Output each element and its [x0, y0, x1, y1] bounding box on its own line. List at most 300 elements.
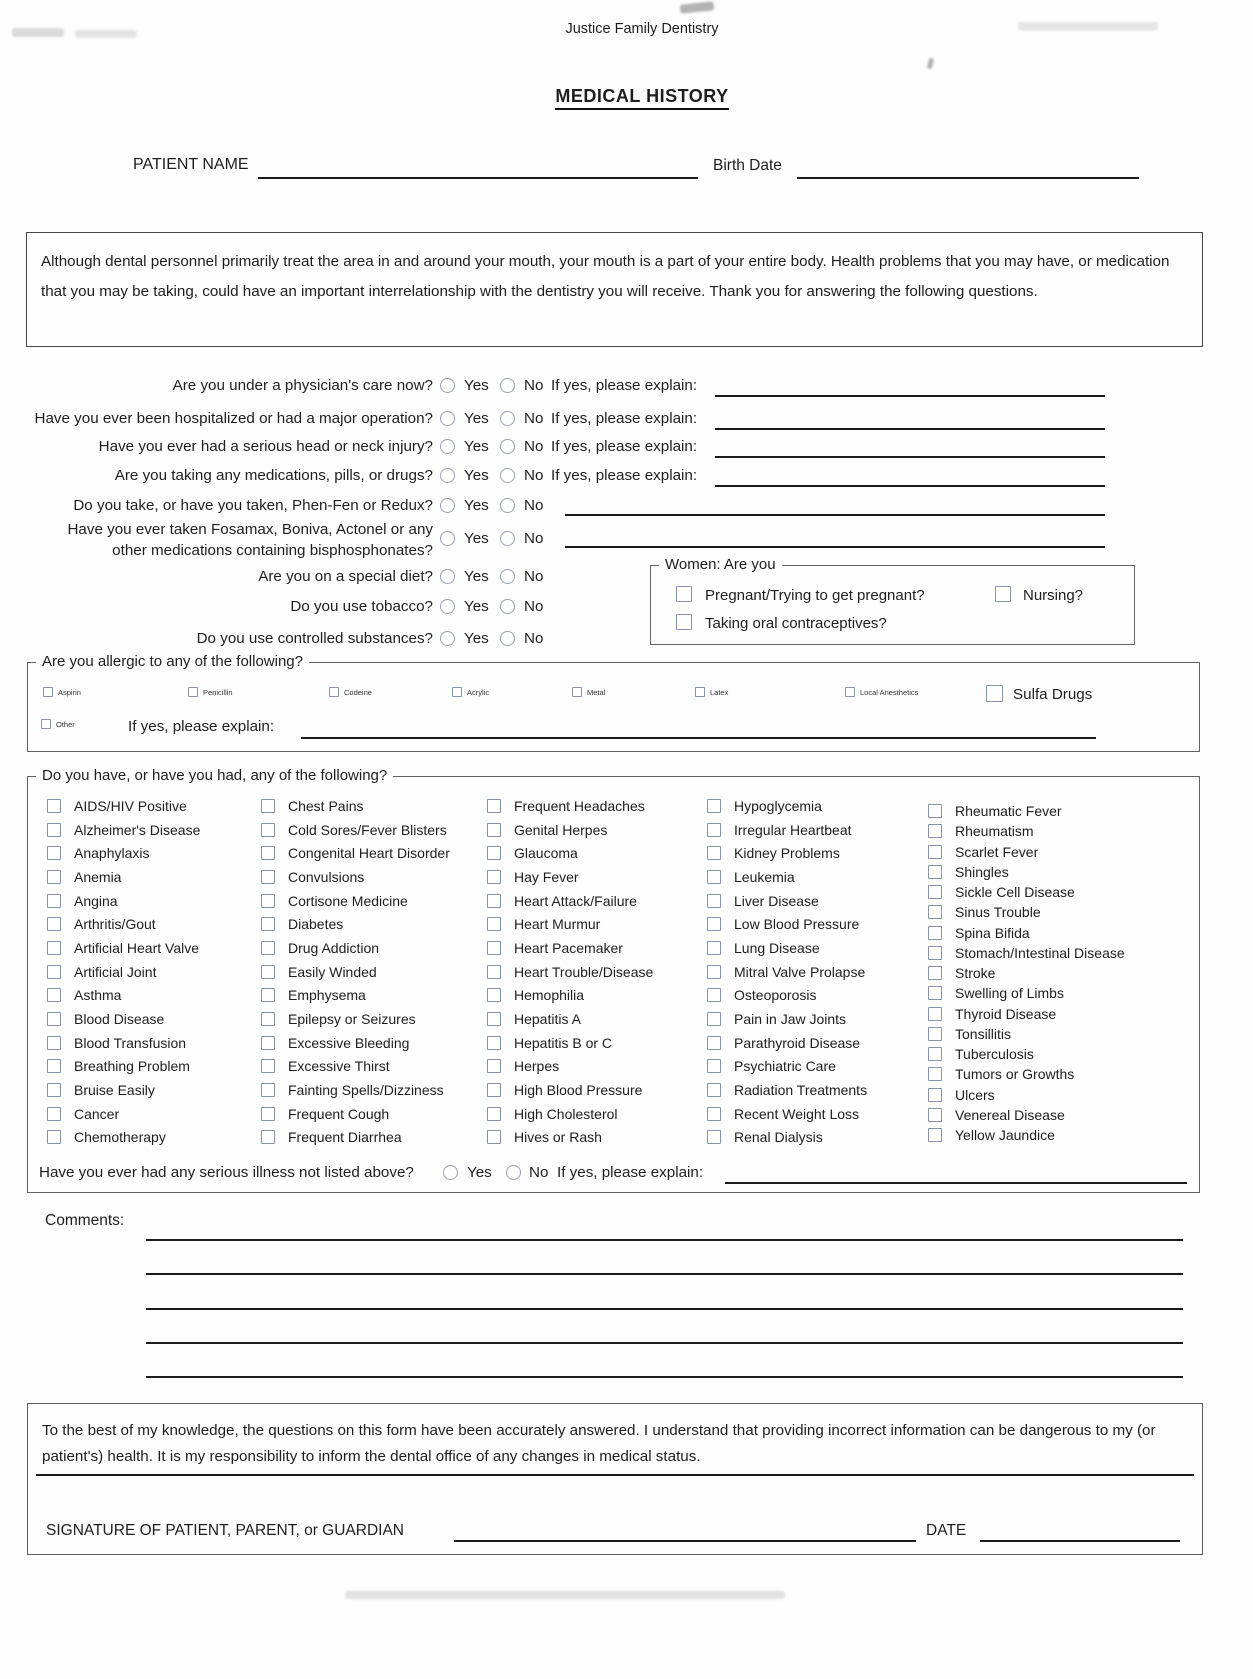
- condition-checkbox[interactable]: [707, 941, 721, 955]
- condition-item[interactable]: [928, 1105, 1125, 1125]
- condition-label: Anemia: [74, 868, 122, 885]
- condition-label: Thyroid Disease: [955, 1005, 1057, 1022]
- condition-label: Heart Pacemaker: [514, 939, 623, 956]
- condition-checkbox[interactable]: [707, 965, 721, 979]
- clinic-name: Justice Family Dentistry: [565, 21, 719, 37]
- scan-artifact: [345, 1591, 785, 1599]
- condition-checkbox[interactable]: [928, 946, 942, 960]
- condition-label: Rheumatic Fever: [955, 803, 1062, 820]
- condition-label: Sinus Trouble: [955, 904, 1041, 921]
- condition-checkbox[interactable]: [928, 865, 942, 879]
- condition-label: Renal Dialysis: [734, 1129, 823, 1146]
- question-text: Do you use tobacco?: [290, 598, 433, 615]
- condition-checkbox[interactable]: [261, 846, 275, 860]
- no-radio[interactable]: [500, 599, 515, 614]
- condition-checkbox[interactable]: [261, 823, 275, 837]
- no-radio[interactable]: [500, 531, 515, 546]
- condition-label: Scarlet Fever: [955, 843, 1039, 860]
- yes-radio[interactable]: [440, 531, 455, 546]
- condition-label: Hay Fever: [514, 868, 579, 885]
- condition-item[interactable]: [707, 818, 867, 842]
- condition-item[interactable]: [487, 1102, 653, 1126]
- condition-checkbox[interactable]: [928, 1108, 942, 1122]
- condition-checkbox[interactable]: [487, 799, 501, 813]
- explain-line[interactable]: [715, 485, 1105, 487]
- explain-line[interactable]: [565, 514, 1105, 516]
- yes-radio[interactable]: [443, 1165, 458, 1180]
- allergy-checkbox[interactable]: [572, 687, 582, 697]
- condition-item[interactable]: [47, 794, 200, 818]
- comments-line[interactable]: [146, 1273, 1183, 1275]
- condition-item[interactable]: [928, 963, 1125, 983]
- condition-checkbox[interactable]: [47, 799, 61, 813]
- signature-label: SIGNATURE OF PATIENT, PARENT, or GUARDIAN: [46, 1522, 404, 1539]
- no-radio[interactable]: [506, 1165, 521, 1180]
- condition-item[interactable]: [487, 1031, 653, 1055]
- condition-item[interactable]: [261, 1078, 450, 1102]
- condition-item[interactable]: [707, 960, 867, 984]
- contraceptives-checkbox[interactable]: [676, 614, 692, 630]
- condition-item[interactable]: [487, 865, 653, 889]
- nursing-checkbox[interactable]: [995, 586, 1011, 602]
- condition-checkbox[interactable]: [47, 941, 61, 955]
- condition-label: Chest Pains: [288, 797, 364, 814]
- condition-item[interactable]: [47, 841, 200, 865]
- allergy-option: [43, 687, 188, 697]
- condition-item[interactable]: [261, 1055, 450, 1079]
- yes-radio[interactable]: [440, 599, 455, 614]
- comments-line[interactable]: [146, 1308, 1183, 1310]
- condition-item[interactable]: [487, 1078, 653, 1102]
- condition-item[interactable]: [707, 1126, 867, 1150]
- condition-item[interactable]: [261, 960, 450, 984]
- condition-checkbox[interactable]: [487, 1012, 501, 1026]
- condition-label: Cold Sores/Fever Blisters: [288, 821, 447, 838]
- condition-label: Hypoglycemia: [734, 797, 822, 814]
- allergy-label: Latex: [710, 687, 729, 697]
- yes-label: Yes: [464, 630, 489, 647]
- condition-item[interactable]: [928, 1044, 1125, 1064]
- no-label: No: [524, 598, 544, 615]
- condition-item[interactable]: [261, 794, 450, 818]
- condition-item[interactable]: [707, 984, 867, 1008]
- condition-checkbox[interactable]: [261, 941, 275, 955]
- condition-checkbox[interactable]: [487, 941, 501, 955]
- condition-label: Tuberculosis: [955, 1046, 1034, 1063]
- condition-item[interactable]: [261, 1031, 450, 1055]
- conditions-section: [27, 767, 1200, 1193]
- yes-radio[interactable]: [440, 498, 455, 513]
- comments-line[interactable]: [146, 1239, 1183, 1241]
- condition-item[interactable]: [47, 984, 200, 1008]
- consent-text: To the best of my knowledge, the questions on this form have been accurately answered. I understand that providing incorrect information can be dangerous to my (or patient's) health. It is my responsibility to inform the dental office of any changes in medical status.: [42, 1422, 1156, 1465]
- condition-item[interactable]: [928, 983, 1125, 1003]
- question-text: Are you under a physician's care now?: [172, 377, 433, 394]
- condition-label: Genital Herpes: [514, 821, 608, 838]
- condition-item[interactable]: [928, 1125, 1125, 1145]
- condition-checkbox[interactable]: [261, 1012, 275, 1026]
- condition-item[interactable]: [487, 841, 653, 865]
- condition-checkbox[interactable]: [47, 1083, 61, 1097]
- allergy-option: [695, 687, 845, 697]
- conditions-column-1: [47, 794, 200, 1149]
- comments-line[interactable]: [146, 1342, 1183, 1344]
- allergy-option: [452, 687, 572, 697]
- allergy-checkbox[interactable]: [845, 687, 855, 697]
- no-radio[interactable]: [500, 378, 515, 393]
- sulfa-drugs-checkbox[interactable]: [986, 685, 1003, 702]
- condition-checkbox[interactable]: [487, 1059, 501, 1073]
- condition-checkbox[interactable]: [707, 1059, 721, 1073]
- condition-item[interactable]: [707, 841, 867, 865]
- allergy-label: Metal: [587, 687, 606, 697]
- patient-name-line[interactable]: [258, 177, 698, 179]
- condition-item[interactable]: [261, 912, 450, 936]
- conditions-column-3: [487, 794, 653, 1149]
- condition-label: Hemophilia: [514, 987, 585, 1004]
- condition-item[interactable]: [261, 841, 450, 865]
- condition-checkbox[interactable]: [487, 1107, 501, 1121]
- signature-row: [46, 1522, 1186, 1544]
- condition-item[interactable]: [707, 865, 867, 889]
- condition-checkbox[interactable]: [47, 1059, 61, 1073]
- condition-checkbox[interactable]: [928, 986, 942, 1000]
- allergy-option: [572, 687, 695, 697]
- condition-label: Excessive Bleeding: [288, 1034, 410, 1051]
- condition-label: High Cholesterol: [514, 1105, 618, 1122]
- nursing-label: Nursing?: [1023, 587, 1084, 604]
- condition-item[interactable]: [47, 1007, 200, 1031]
- condition-checkbox[interactable]: [261, 1130, 275, 1144]
- contraceptives-label: Taking oral contraceptives?: [705, 615, 887, 632]
- condition-checkbox[interactable]: [928, 804, 942, 818]
- allergy-explain-line[interactable]: [301, 737, 1096, 739]
- condition-item[interactable]: [928, 1064, 1125, 1084]
- no-label: No: [524, 410, 544, 427]
- condition-item[interactable]: [928, 943, 1125, 963]
- explain-label: If yes, please explain:: [551, 377, 698, 394]
- condition-checkbox[interactable]: [487, 894, 501, 908]
- condition-checkbox[interactable]: [928, 1067, 942, 1081]
- condition-label: Arthritis/Gout: [74, 916, 156, 933]
- explain-line[interactable]: [715, 395, 1105, 397]
- no-radio[interactable]: [500, 631, 515, 646]
- allergy-checkbox[interactable]: [329, 687, 339, 697]
- allergy-label: Aspirin: [58, 687, 81, 697]
- condition-item[interactable]: [707, 794, 867, 818]
- conditions-column-4: [707, 794, 867, 1149]
- allergy-checkbox[interactable]: [188, 687, 198, 697]
- condition-checkbox[interactable]: [261, 1083, 275, 1097]
- condition-item[interactable]: [261, 865, 450, 889]
- question-row-medications: [0, 466, 1253, 488]
- allergy-option: [845, 687, 918, 697]
- condition-item[interactable]: [928, 842, 1125, 862]
- condition-checkbox[interactable]: [47, 1012, 61, 1026]
- no-label: No: [524, 568, 544, 585]
- condition-label: Radiation Treatments: [734, 1082, 868, 1099]
- condition-item[interactable]: [928, 923, 1125, 943]
- no-radio[interactable]: [500, 498, 515, 513]
- condition-label: Liver Disease: [734, 892, 819, 909]
- condition-item[interactable]: [928, 862, 1125, 882]
- condition-checkbox[interactable]: [928, 1007, 942, 1021]
- condition-checkbox[interactable]: [928, 1027, 942, 1041]
- allergy-checkbox[interactable]: [452, 687, 462, 697]
- allergy-label: Acrylic: [467, 687, 490, 697]
- condition-checkbox[interactable]: [261, 965, 275, 979]
- explain-line[interactable]: [715, 428, 1105, 430]
- condition-item[interactable]: [261, 1007, 450, 1031]
- condition-label: Frequent Cough: [288, 1105, 390, 1122]
- condition-checkbox[interactable]: [928, 1047, 942, 1061]
- condition-item[interactable]: [928, 1024, 1125, 1044]
- birthdate-line[interactable]: [797, 177, 1139, 179]
- condition-item[interactable]: [47, 818, 200, 842]
- explain-line[interactable]: [565, 546, 1105, 548]
- condition-item[interactable]: [487, 818, 653, 842]
- condition-checkbox[interactable]: [928, 905, 942, 919]
- condition-label: Stroke: [955, 965, 996, 982]
- explain-label: If yes, please explain:: [551, 467, 698, 484]
- yes-label: Yes: [464, 497, 489, 514]
- condition-checkbox[interactable]: [487, 846, 501, 860]
- condition-label: Hepatitis A: [514, 1011, 581, 1028]
- condition-item[interactable]: [928, 801, 1125, 821]
- condition-label: Irregular Heartbeat: [734, 821, 852, 838]
- condition-checkbox[interactable]: [707, 1083, 721, 1097]
- condition-item[interactable]: [261, 1126, 450, 1150]
- condition-item[interactable]: [487, 1126, 653, 1150]
- condition-checkbox[interactable]: [261, 894, 275, 908]
- allergies-section: [27, 653, 1200, 752]
- no-radio[interactable]: [500, 411, 515, 426]
- condition-label: Drug Addiction: [288, 939, 380, 956]
- condition-checkbox[interactable]: [707, 799, 721, 813]
- condition-checkbox[interactable]: [487, 1036, 501, 1050]
- condition-item[interactable]: [47, 1102, 200, 1126]
- other-allergy-checkbox[interactable]: [41, 719, 51, 729]
- condition-item[interactable]: [47, 936, 200, 960]
- condition-checkbox[interactable]: [707, 1107, 721, 1121]
- condition-item[interactable]: [487, 1007, 653, 1031]
- condition-checkbox[interactable]: [47, 1130, 61, 1144]
- condition-item[interactable]: [928, 902, 1125, 922]
- condition-checkbox[interactable]: [928, 1128, 942, 1142]
- condition-item[interactable]: [261, 1102, 450, 1126]
- no-label: No: [524, 630, 544, 647]
- condition-label: Breathing Problem: [74, 1058, 190, 1075]
- condition-checkbox[interactable]: [707, 1130, 721, 1144]
- condition-checkbox[interactable]: [261, 1059, 275, 1073]
- yes-radio[interactable]: [440, 439, 455, 454]
- condition-item[interactable]: [261, 889, 450, 913]
- condition-item[interactable]: [928, 1085, 1125, 1105]
- no-radio[interactable]: [500, 439, 515, 454]
- explain-label: If yes, please explain:: [551, 410, 698, 427]
- condition-item[interactable]: [47, 865, 200, 889]
- condition-checkbox[interactable]: [261, 988, 275, 1002]
- condition-item[interactable]: [261, 984, 450, 1008]
- condition-checkbox[interactable]: [47, 988, 61, 1002]
- no-label: No: [524, 530, 544, 547]
- yes-label: Yes: [464, 410, 489, 427]
- condition-label: Shingles: [955, 863, 1009, 880]
- condition-checkbox[interactable]: [47, 846, 61, 860]
- condition-label: Alzheimer's Disease: [74, 821, 201, 838]
- condition-item[interactable]: [487, 889, 653, 913]
- condition-checkbox[interactable]: [487, 1083, 501, 1097]
- condition-label: Heart Murmur: [514, 916, 601, 933]
- condition-checkbox[interactable]: [261, 799, 275, 813]
- condition-checkbox[interactable]: [261, 1107, 275, 1121]
- condition-checkbox[interactable]: [487, 917, 501, 931]
- condition-checkbox[interactable]: [707, 988, 721, 1002]
- condition-label: Hepatitis B or C: [514, 1034, 613, 1051]
- condition-checkbox[interactable]: [487, 870, 501, 884]
- condition-label: Parathyroid Disease: [734, 1034, 861, 1051]
- condition-item[interactable]: [928, 1004, 1125, 1024]
- condition-label: Excessive Thirst: [288, 1058, 390, 1075]
- condition-label: Asthma: [74, 987, 122, 1004]
- no-radio[interactable]: [500, 569, 515, 584]
- comments-line[interactable]: [146, 1376, 1183, 1378]
- yes-label: Yes: [464, 377, 489, 394]
- condition-checkbox[interactable]: [928, 885, 942, 899]
- condition-checkbox[interactable]: [487, 988, 501, 1002]
- condition-checkbox[interactable]: [707, 894, 721, 908]
- condition-label: Spina Bifida: [955, 924, 1030, 941]
- condition-label: Blood Disease: [74, 1011, 165, 1028]
- condition-checkbox[interactable]: [707, 823, 721, 837]
- allergy-options: [43, 687, 918, 697]
- allergy-checkbox[interactable]: [43, 687, 53, 697]
- condition-item[interactable]: [47, 1055, 200, 1079]
- condition-item[interactable]: [47, 1126, 200, 1150]
- condition-checkbox[interactable]: [47, 1036, 61, 1050]
- condition-checkbox[interactable]: [487, 965, 501, 979]
- condition-item[interactable]: [487, 912, 653, 936]
- signature-line[interactable]: [454, 1540, 916, 1542]
- condition-checkbox[interactable]: [47, 870, 61, 884]
- pregnant-checkbox[interactable]: [676, 586, 692, 602]
- condition-item[interactable]: [47, 1031, 200, 1055]
- allergy-label: Codeine: [344, 687, 372, 697]
- allergy-explain-label: If yes, please explain:: [128, 718, 275, 735]
- condition-checkbox[interactable]: [47, 894, 61, 908]
- condition-item[interactable]: [707, 889, 867, 913]
- condition-label: Blood Transfusion: [74, 1034, 187, 1051]
- condition-label: Kidney Problems: [734, 845, 840, 862]
- condition-label: Frequent Headaches: [514, 797, 645, 814]
- condition-checkbox[interactable]: [47, 823, 61, 837]
- condition-label: Congenital Heart Disorder: [288, 845, 450, 862]
- no-label: No: [524, 377, 544, 394]
- condition-checkbox[interactable]: [707, 1036, 721, 1050]
- date-line[interactable]: [980, 1540, 1180, 1542]
- no-radio[interactable]: [500, 468, 515, 483]
- condition-item[interactable]: [707, 936, 867, 960]
- yes-radio[interactable]: [440, 631, 455, 646]
- condition-item[interactable]: [487, 984, 653, 1008]
- yes-radio[interactable]: [440, 569, 455, 584]
- condition-item[interactable]: [487, 1055, 653, 1079]
- allergy-checkbox[interactable]: [695, 687, 705, 697]
- condition-label: High Blood Pressure: [514, 1082, 643, 1099]
- condition-label: Mitral Valve Prolapse: [734, 963, 866, 980]
- explain-line[interactable]: [715, 456, 1105, 458]
- condition-item[interactable]: [707, 1055, 867, 1079]
- condition-item[interactable]: [47, 1078, 200, 1102]
- condition-checkbox[interactable]: [928, 1088, 942, 1102]
- condition-checkbox[interactable]: [928, 966, 942, 980]
- condition-label: Leukemia: [734, 868, 795, 885]
- condition-checkbox[interactable]: [261, 870, 275, 884]
- condition-label: Epilepsy or Seizures: [288, 1011, 416, 1028]
- conditions-column-2: [261, 794, 450, 1149]
- explain-line[interactable]: [725, 1182, 1187, 1184]
- condition-item[interactable]: [707, 912, 867, 936]
- condition-item[interactable]: [261, 818, 450, 842]
- condition-checkbox[interactable]: [707, 846, 721, 860]
- condition-checkbox[interactable]: [487, 1130, 501, 1144]
- question-row-head-injury: [0, 437, 1253, 459]
- condition-label: Pain in Jaw Joints: [734, 1011, 847, 1028]
- condition-label: Bruise Easily: [74, 1082, 155, 1099]
- condition-label: Glaucoma: [514, 845, 578, 862]
- condition-item[interactable]: [261, 936, 450, 960]
- condition-checkbox[interactable]: [928, 926, 942, 940]
- allergy-option: [329, 687, 452, 697]
- condition-checkbox[interactable]: [47, 1107, 61, 1121]
- condition-item[interactable]: [487, 794, 653, 818]
- condition-item[interactable]: [707, 1078, 867, 1102]
- condition-item[interactable]: [707, 1007, 867, 1031]
- condition-item[interactable]: [928, 882, 1125, 902]
- condition-checkbox[interactable]: [47, 917, 61, 931]
- condition-label: Tonsillitis: [955, 1025, 1012, 1042]
- condition-item[interactable]: [47, 912, 200, 936]
- condition-label: Cancer: [74, 1105, 120, 1122]
- condition-checkbox[interactable]: [261, 1036, 275, 1050]
- condition-checkbox[interactable]: [928, 845, 942, 859]
- condition-item[interactable]: [47, 960, 200, 984]
- condition-item[interactable]: [928, 821, 1125, 841]
- condition-item[interactable]: [487, 936, 653, 960]
- yes-label: Yes: [464, 438, 489, 455]
- condition-checkbox[interactable]: [707, 917, 721, 931]
- condition-item[interactable]: [487, 960, 653, 984]
- condition-label: Artificial Heart Valve: [74, 939, 200, 956]
- allergy-option: [188, 687, 329, 697]
- condition-checkbox[interactable]: [47, 965, 61, 979]
- condition-checkbox[interactable]: [487, 823, 501, 837]
- condition-checkbox[interactable]: [928, 824, 942, 838]
- condition-item[interactable]: [707, 1031, 867, 1055]
- yes-radio[interactable]: [440, 378, 455, 393]
- condition-checkbox[interactable]: [261, 917, 275, 931]
- condition-item[interactable]: [47, 889, 200, 913]
- yes-radio[interactable]: [440, 468, 455, 483]
- yes-radio[interactable]: [440, 411, 455, 426]
- condition-checkbox[interactable]: [707, 1012, 721, 1026]
- condition-label: Venereal Disease: [955, 1106, 1065, 1123]
- condition-checkbox[interactable]: [707, 870, 721, 884]
- condition-item[interactable]: [707, 1102, 867, 1126]
- condition-label: AIDS/HIV Positive: [74, 797, 187, 814]
- intro-box: [26, 232, 1203, 347]
- form-title: MEDICAL HISTORY: [31, 86, 1253, 107]
